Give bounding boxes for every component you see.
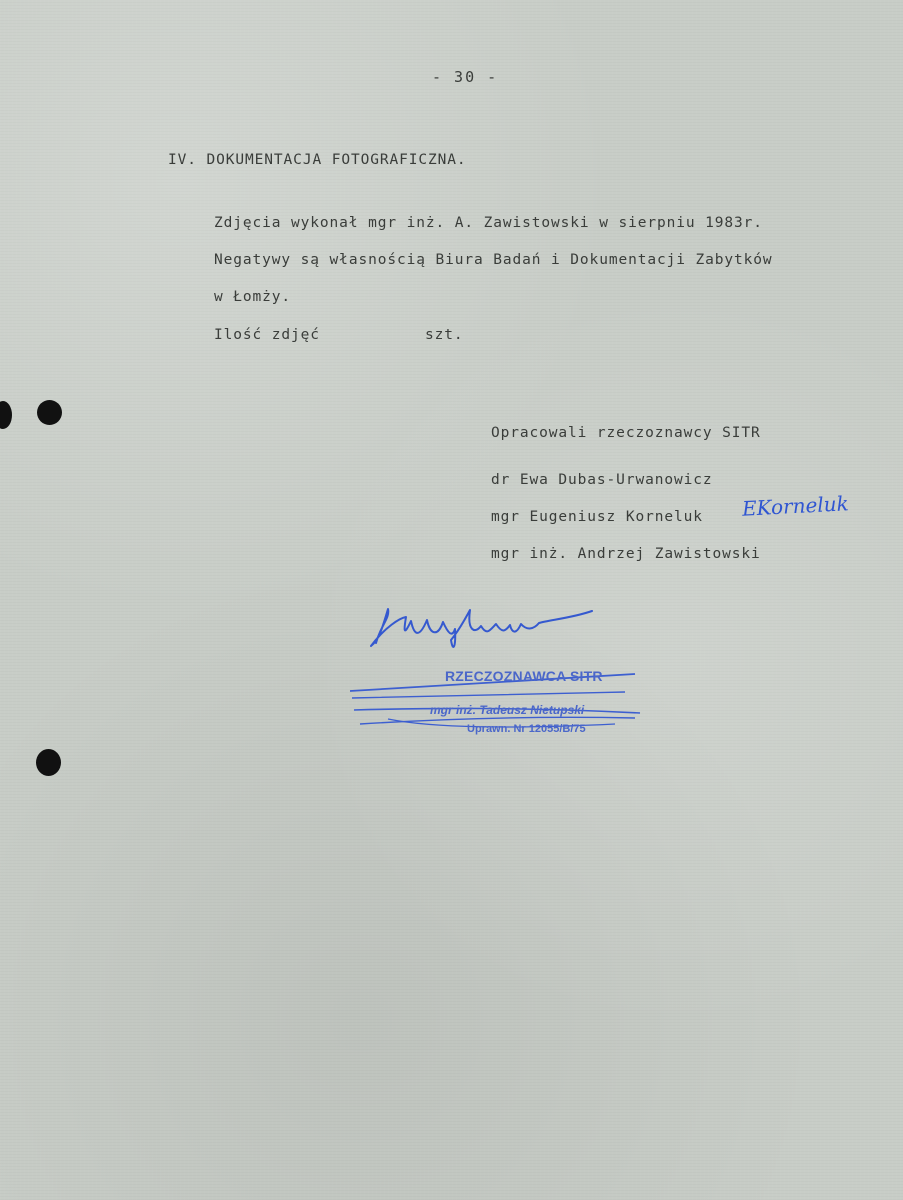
handwritten-signature-korneluk: EKorneluk bbox=[741, 491, 850, 521]
punch-hole-left-upper bbox=[0, 401, 12, 429]
page-number: - 30 - bbox=[432, 68, 499, 86]
authors-title: Opracowali rzeczoznawcy SITR bbox=[491, 425, 761, 441]
paragraph-line-3: w Łomży. bbox=[214, 289, 292, 305]
stamp-name: mgr inż. Tadeusz Nietupski bbox=[430, 703, 585, 717]
author-ewa-dubas-urwanowicz: dr Ewa Dubas-Urwanowicz bbox=[491, 472, 713, 488]
photo-count-value bbox=[370, 327, 410, 345]
author-eugeniusz-korneluk: mgr Eugeniusz Korneluk bbox=[491, 509, 703, 525]
paragraph-line-2: Negatywy są własnością Biura Badań i Dokumentacji Zabytków bbox=[214, 252, 773, 268]
photo-count-unit: szt. bbox=[425, 327, 464, 343]
photo-count-label: Ilość zdjęć bbox=[214, 327, 320, 343]
punch-hole-lower bbox=[36, 749, 61, 776]
paragraph-line-1: Zdjęcia wykonał mgr inż. A. Zawistowski w sierpniu 1983r. bbox=[214, 215, 763, 231]
stamp-title: RZECZOZNAWCA SITR bbox=[445, 668, 603, 684]
section-title: IV. DOKUMENTACJA FOTOGRAFICZNA. bbox=[168, 152, 467, 168]
author-andrzej-zawistowski: mgr inż. Andrzej Zawistowski bbox=[491, 546, 761, 562]
rzeczoznawca-stamp bbox=[350, 600, 700, 750]
punch-hole-upper bbox=[37, 400, 62, 425]
stamp-registration-number: Uprawn. Nr 12055/B/75 bbox=[467, 723, 586, 735]
